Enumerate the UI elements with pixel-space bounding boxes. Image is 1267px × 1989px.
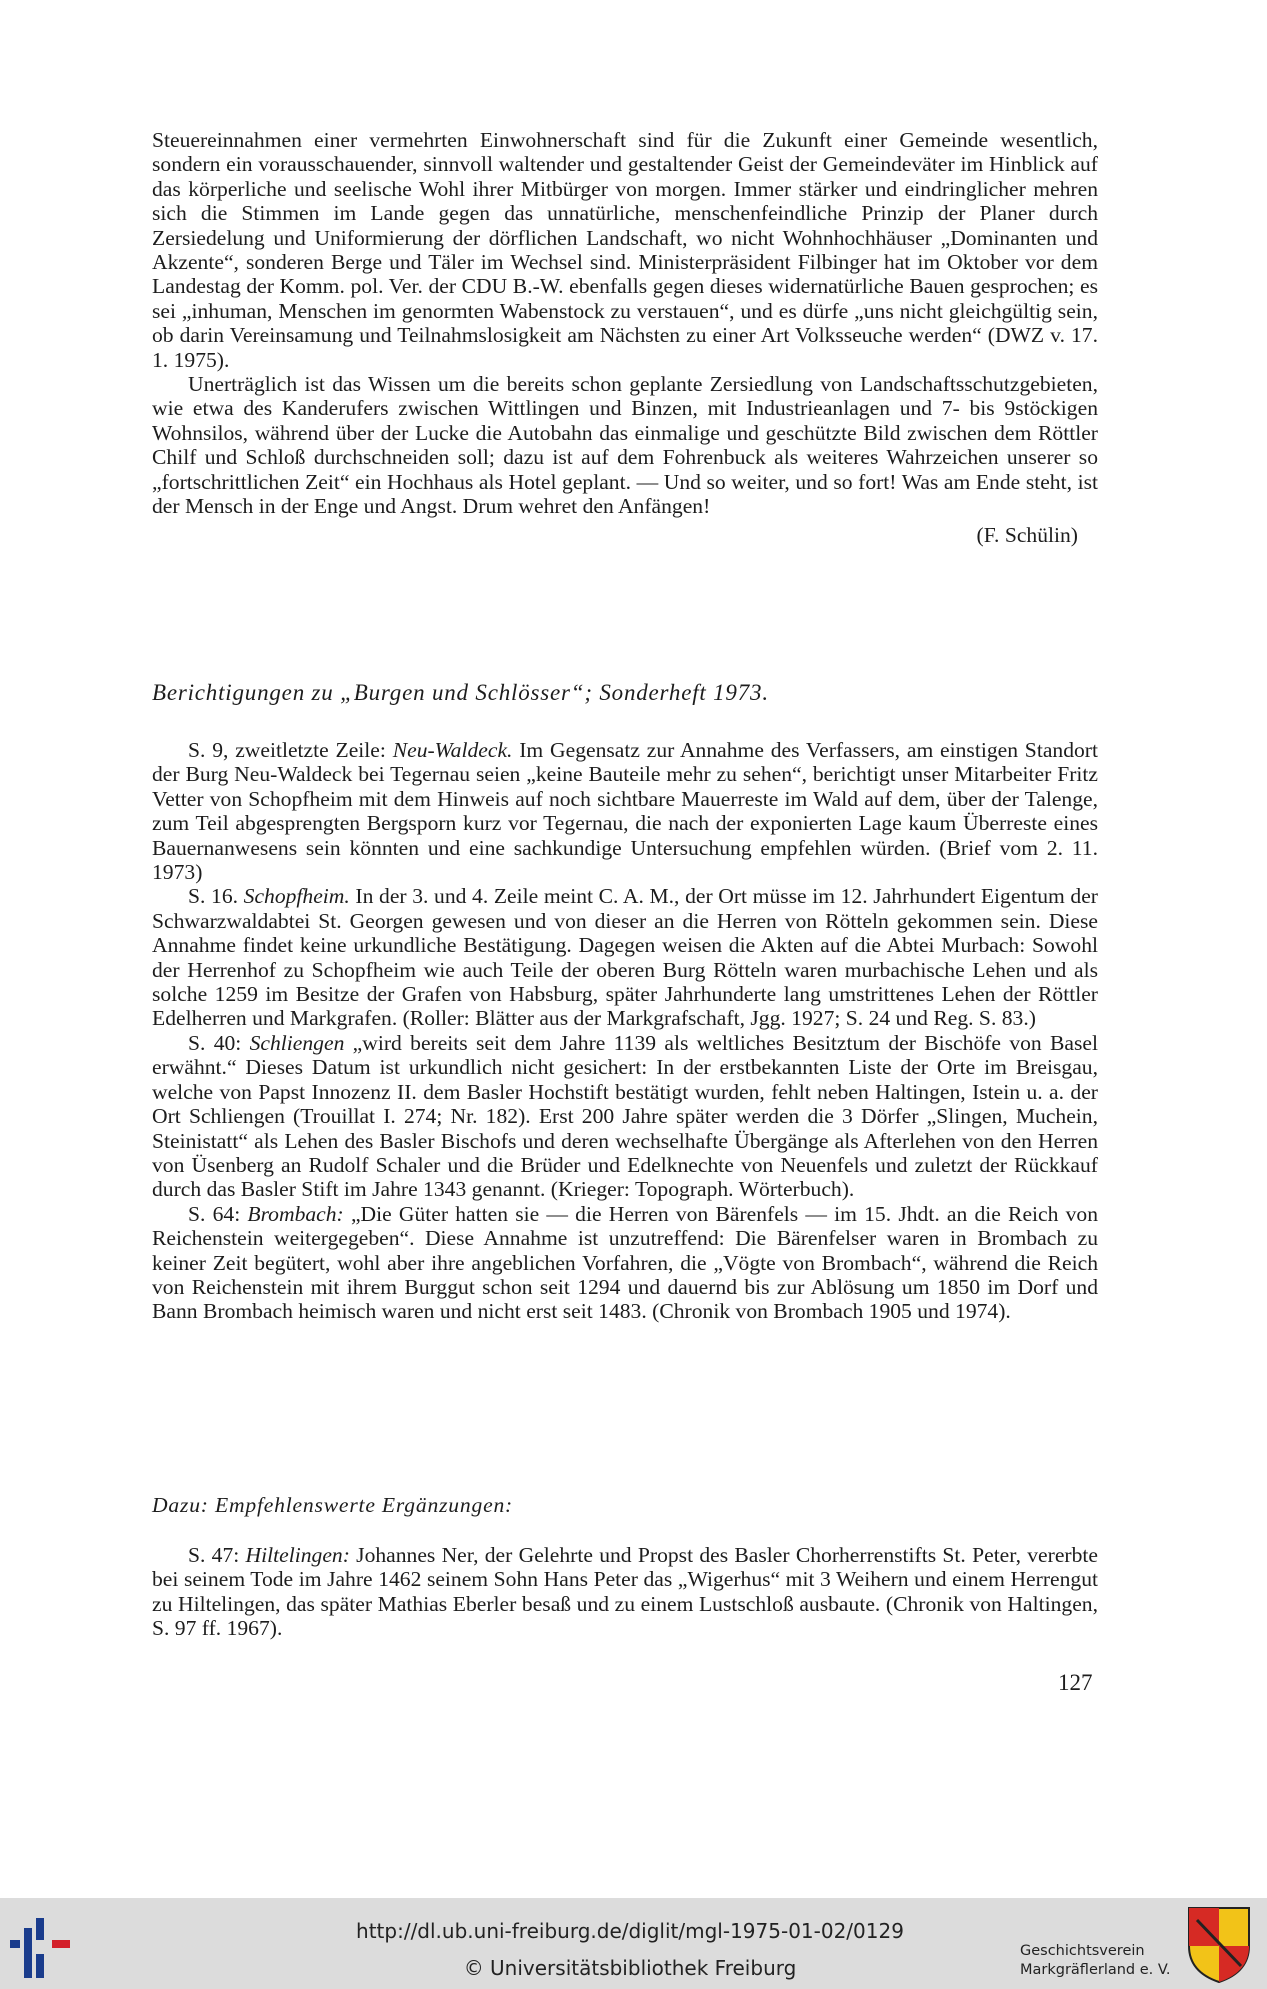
paragraph: Steuereinnahmen einer vermehrten Einwohnerschaft sind für die Zukunft einer Gemeinde wesentlich, sondern ein vorausschauender, sinnvoll waltender und gestaltender Geist der Gemeindeväter im Hinblick auf das körperliche und seelische Wohl ihrer Mitbürger von morgen. Immer stärker und eindringlicher mehren sich die Stimmen im Lande gegen das unnatürliche, menschenfeindliche Prinzip der Planer durch Zersiedelung und Uniformierung der dörflichen Landschaft, wo nicht Wohnhochhäuser „Dominanten und Akzente“, sonderen Berge und Täler im Wechsel sind. Ministerpräsident Filbinger hat im Oktober vor dem Landestag der Komm. pol. Ver. der CDU B.-W. ebenfalls gegen dieses widernatürliche Bauen gesprochen; es sei „inhuman, Menschen im genormten Wabenstock zu verstauen“, und es dürfe „uns nicht gleichgültig sein, ob darin Vereinsamung und Teilnahmslosigkeit am Nächsten zu einer Art Volksseuche werden“ (DWZ v. 17. 1. 1975). xyxy=(152,128,1098,372)
library-logo-icon xyxy=(8,1910,80,1982)
author-signature: (F. Schülin) xyxy=(976,522,1078,547)
intro-text xyxy=(152,128,1098,547)
copyright-notice: © Universitätsbibliothek Freiburg xyxy=(463,1956,797,1980)
publisher-name: Geschichtsverein Markgräflerland e. V. xyxy=(1020,1943,1171,1978)
document-url-link[interactable]: http://dl.ub.uni-freiburg.de/diglit/mgl-1975-01-02/0129 xyxy=(356,1919,904,1943)
coat-of-arms-icon xyxy=(1187,1906,1251,1984)
correction-entry: S. 9, zweitletzte Zeile: Neu-Waldeck. Im Gegensatz zur Annahme des Verfassers, am einstigen Standort der Burg Neu-Waldeck bei Tegernau seien „keine Bauteile mehr zu sehen“, berichtigt unser Mitarbeiter Fritz Vetter von Schopfheim mit dem Hinweis auf noch sichtbare Mauerreste im Wald auf dem, über der Talenge, zum Teil abgesprengten Bergsporn kurz vor Tegernau, die nach der exponierten Lage kaum Überreste eines Bauernanwesens sein könnten und eine sachkundige Untersuchung empfehlen würden. (Brief vom 2. 11. 1973) xyxy=(152,738,1098,885)
supplement-list xyxy=(152,1543,1098,1641)
corrections-list xyxy=(152,738,1098,1324)
supplement-entry: S. 47: Hiltelingen: Johannes Ner, der Gelehrte und Propst des Basler Chorherrenstifts St. Peter, vererbte bei seinem Tode im Jahre 1462 seinem Sohn Hans Peter das „Wigerhus“ mit 3 Weihern und einem Herrengut zu Hiltelingen, das später Mathias Eberler besaß und zu einem Lustschloß ausbaute. (Chronik von Haltingen, S. 97 ff. 1967). xyxy=(152,1543,1098,1641)
correction-entry: S. 40: Schliengen „wird bereits seit dem Jahre 1139 als weltliches Besitztum der Bischöfe von Basel erwähnt.“ Dieses Datum ist urkundlich nicht gesichert: In der erstbekannten Liste der Orte im Breisgau, welche von Papst Innozenz II. dem Basler Hochstift bestätigt wurden, fehlt neben Haltingen, Istein u. a. der Ort Schliengen (Trouillat I. 274; Nr. 182). Erst 200 Jahre später werden die 3 Dörfer „Slingen, Muchein, Steinistatt“ als Lehen des Basler Bischofs und deren wechselhafte Übergänge als Afterlehen von den Herren von Üsenberg an Rudolf Schaler und die Brüder und Edelknechte von Neuenfels und zuletzt der Rückkauf durch das Basler Stift im Jahre 1343 genannt. (Krieger: Topograph. Wörterbuch). xyxy=(152,1030,1098,1202)
section-heading: Berichtigungen zu „Burgen und Schlösser“; Sonderheft 1973. xyxy=(152,680,769,705)
correction-entry: S. 16. Schopfheim. In der 3. und 4. Zeile meint C. A. M., der Ort müsse im 12. Jahrhundert Eigentum der Schwarzwaldabtei St. Georgen gewesen und von dieser an die Herren von Rötteln gekommen sein. Diese Annahme findet keine urkundliche Bestätigung. Dagegen weisen die Akten auf die Abtei Murbach: Sowohl der Herrenhof zu Schopfheim wie auch Teile der oberen Burg Rötteln waren murbachische Lehen und als solche 1259 im Besitze der Grafen von Habsburg, später Jahrhunderte lang umstrittenes Lehen der Röttler Edelherren und Markgrafen. (Roller: Blätter aus der Markgrafschaft, Jgg. 1927; S. 24 und Reg. S. 83.) xyxy=(152,884,1098,1031)
correction-entry: S. 64: Brombach: „Die Güter hatten sie — die Herren von Bärenfels — im 15. Jhdt. an die Reich von Reichenstein weitergegeben“. Diese Annahme ist unzutreffend: Die Bärenfelser waren in Brombach zu keiner Zeit begütert, wohl aber ihre angeblichen Vorfahren, die „Vögte von Brombach“, während die Reich von Reichenstein mit ihrem Burggut schon seit 1294 und dauernd bis zur Ablösung um 1850 im Dorf und Bann Brombach heimisch waren und nicht erst seit 1483. (Chronik von Brombach 1905 und 1974). xyxy=(152,1201,1098,1324)
footer-bar xyxy=(0,1898,1267,1989)
page-number: 127 xyxy=(1058,1670,1093,1695)
paragraph: Unerträglich ist das Wissen um die bereits schon geplante Zersiedlung von Landschaftsschutzgebieten, wie etwa des Kanderufers zwischen Wittlingen und Binzen, mit Industrieanlagen und 7- bis 9stöckigen Wohnsilos, während über der Lucke die Autobahn das einmalige und geschützte Bild zwischen dem Röttler Chilf und Schloß durchschneiden soll; dazu ist auf dem Fohrenbuck als weiteres Wahrzeichen unserer so „fortschrittlichen Zeit“ ein Hochhaus als Hotel geplant. — Und so weiter, und so fort! Was am Ende steht, ist der Mensch in der Enge und Angst. Drum wehret den Anfängen! xyxy=(152,372,1098,519)
subsection-heading: Dazu: Empfehlenswerte Ergänzungen: xyxy=(152,1493,514,1517)
